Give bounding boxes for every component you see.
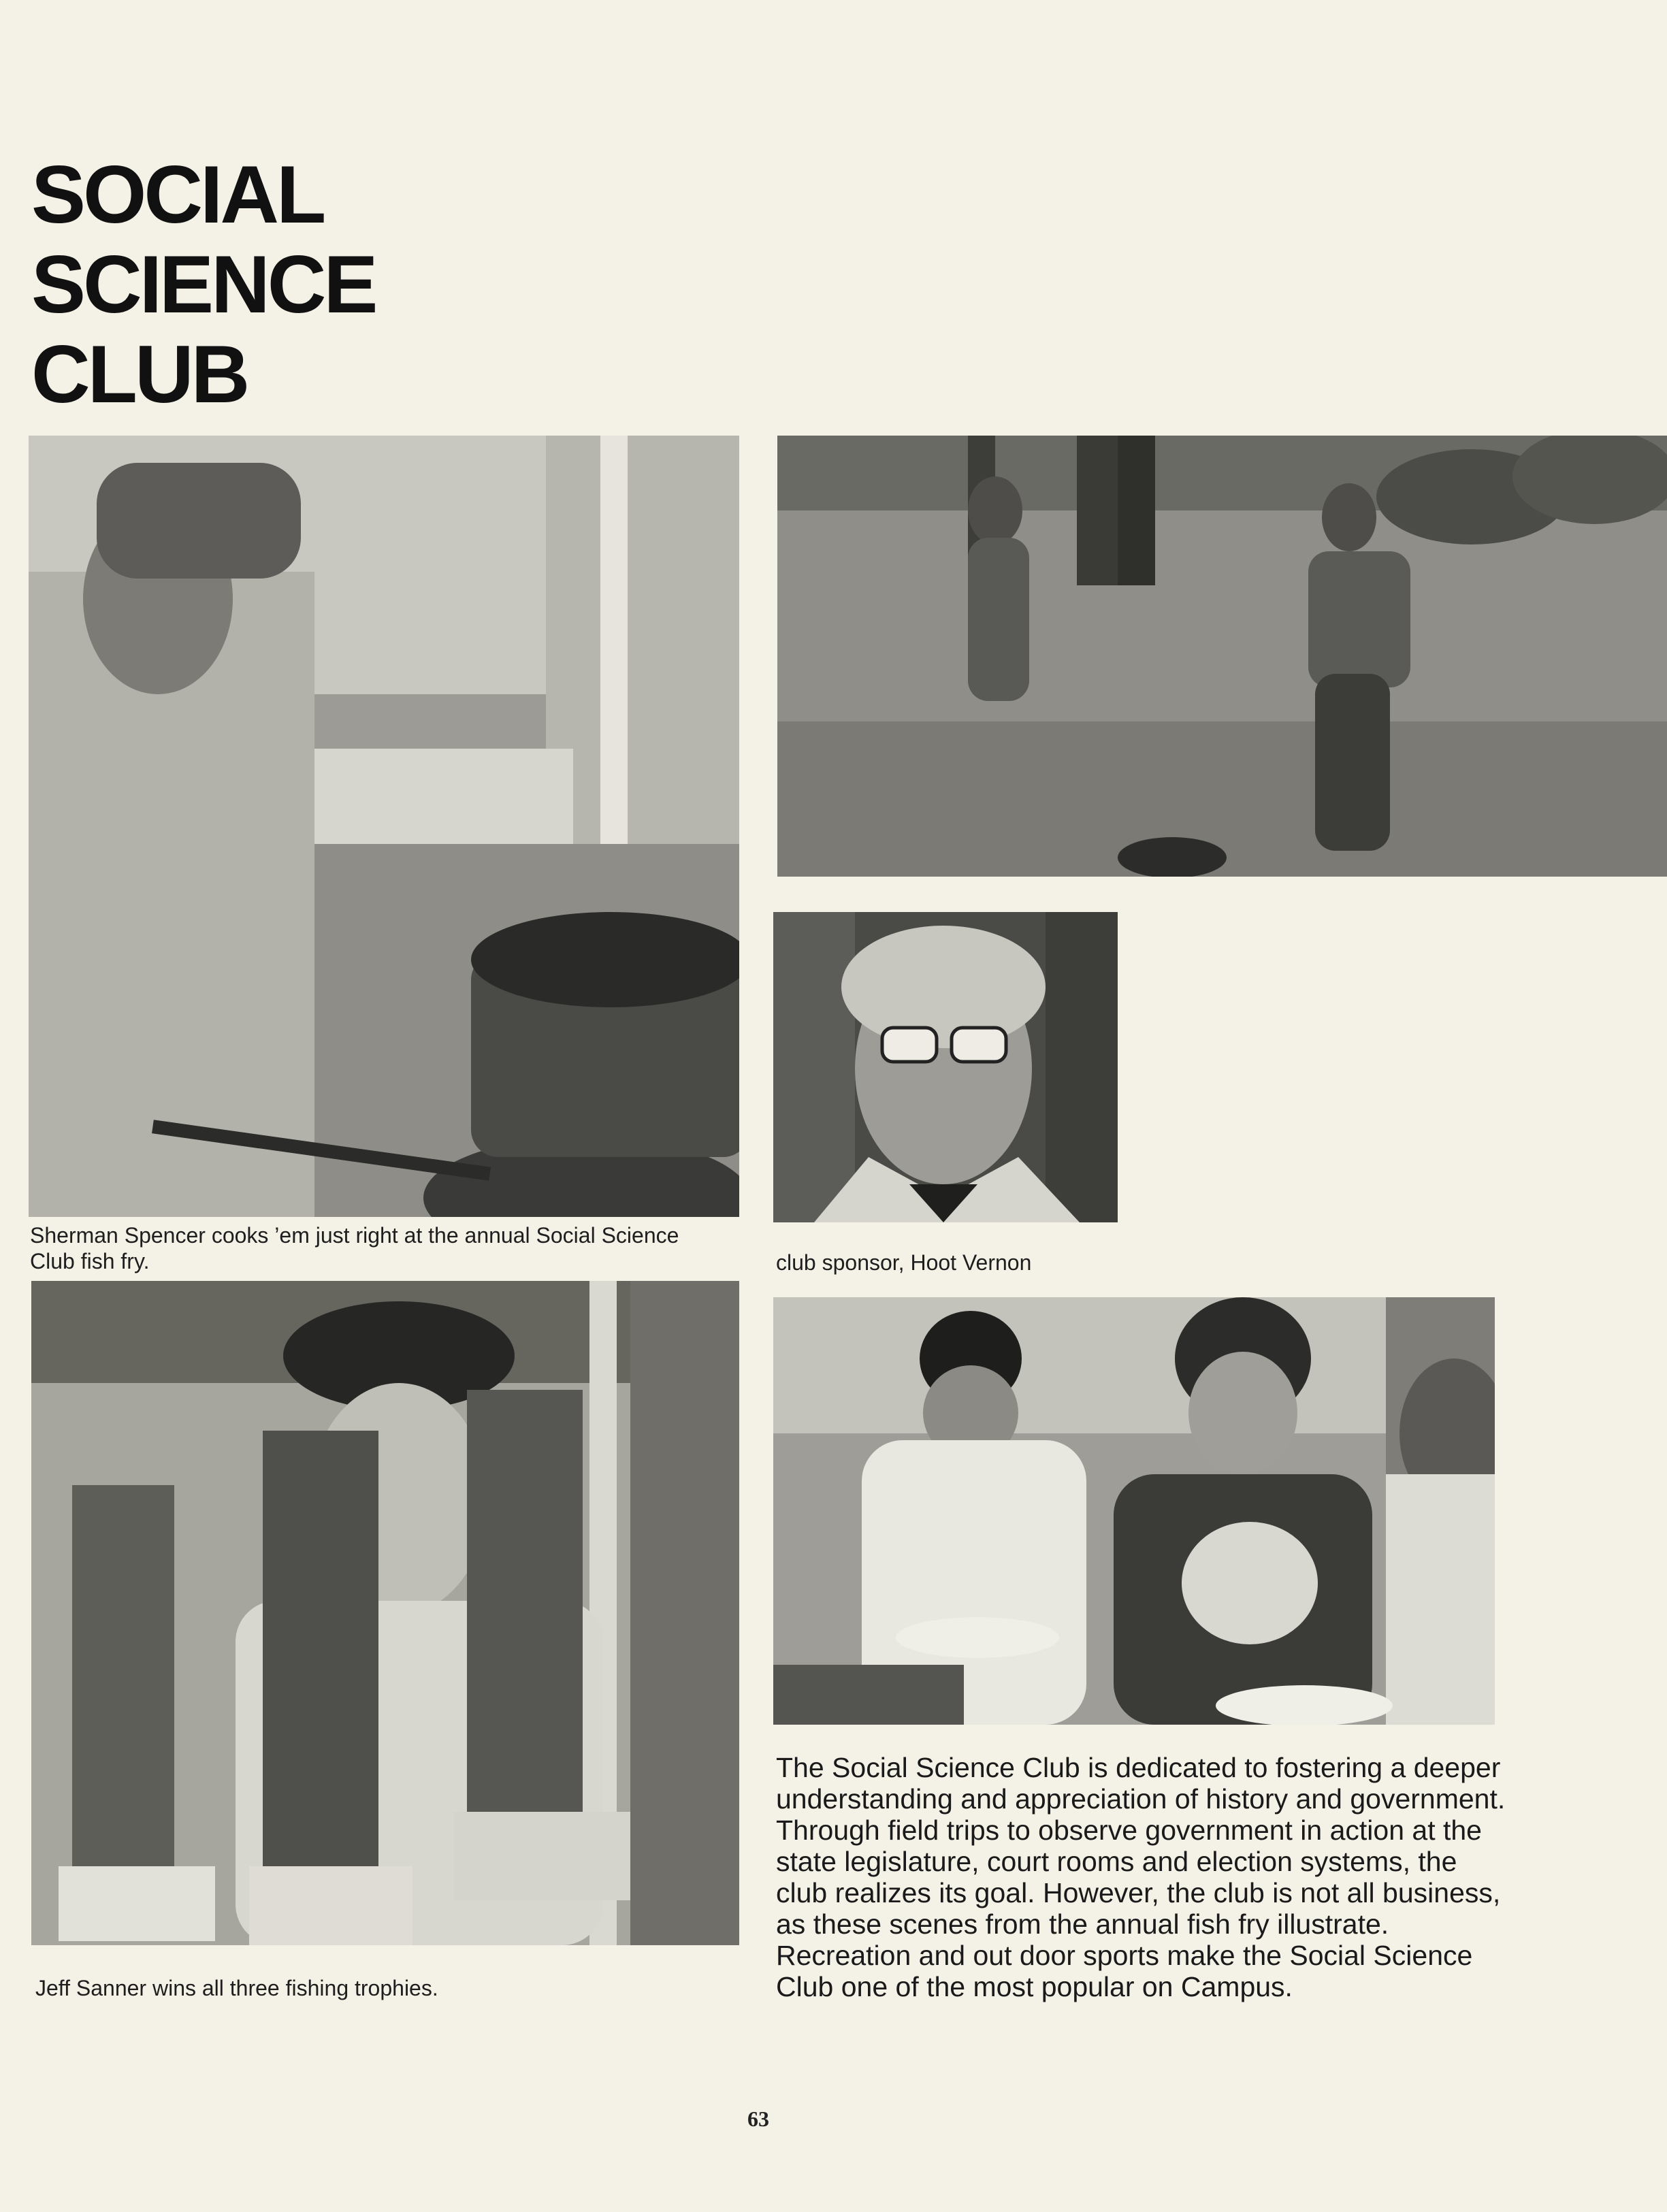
title-line-3: CLUB (31, 329, 248, 420)
photo-club-sponsor (773, 912, 1118, 1222)
photo-serving-food (773, 1297, 1495, 1725)
caption-sponsor: club sponsor, Hoot Vernon (776, 1250, 1032, 1275)
title-line-2: SCIENCE (31, 239, 376, 330)
photo-fishing-trophies (31, 1281, 739, 1945)
title-line-1: SOCIAL (31, 149, 324, 240)
club-description: The Social Science Club is dedicated to fostering a deeper understanding and appreciation of history and government. Through field trips to observe government in action at the state legislature, court rooms and election systems, the club realizes its goal. However, the club is not all business, as these scenes from the annual fish fry illustrate. Recreation and out door sports make the Social Science Club one of the most popular on Campus. (776, 1752, 1506, 2002)
page-title (31, 150, 375, 419)
photo-outdoor-game (777, 436, 1667, 877)
caption-cook: Sherman Spencer cooks ’em just right at the annual Social Science Club fish fry. (30, 1223, 679, 1273)
photo-fish-fry-cook (29, 436, 739, 1217)
caption-trophies: Jeff Sanner wins all three fishing trophies. (35, 1976, 438, 2000)
page-number: 63 (747, 2107, 769, 2131)
